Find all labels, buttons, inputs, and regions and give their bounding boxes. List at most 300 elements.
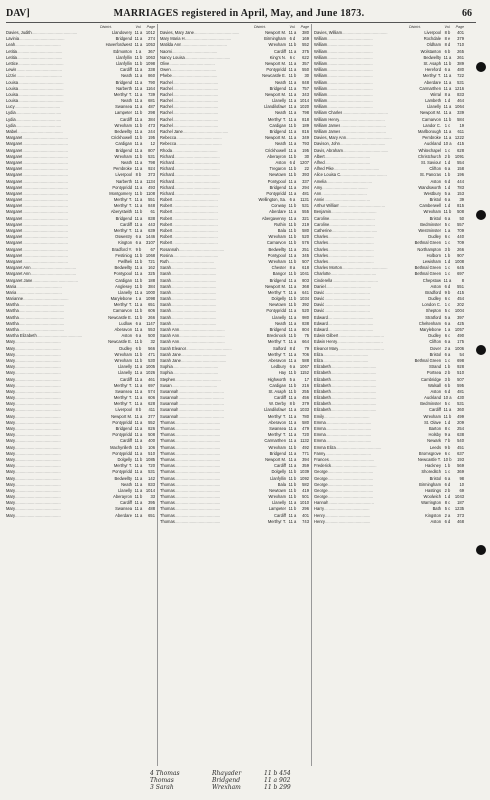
entry-district: Pontypridd (112, 432, 132, 438)
leader-dots: ........................................ (325, 426, 372, 431)
entry-volume: 11 b (134, 444, 143, 450)
entry-district: Westminster (418, 228, 441, 233)
entry-volume: 11 b (288, 166, 297, 172)
leader-dots: ........................................ (327, 487, 374, 493)
leader-dots: ........................................ (174, 481, 221, 487)
entry-page: 1063 (145, 54, 155, 60)
leader-dots: ........................................ (15, 487, 61, 493)
entry-district: Wrexham (114, 122, 132, 128)
entry-page: 401 (302, 512, 309, 518)
leader-dots: ........................................ (18, 327, 65, 332)
leader-dots: ........................................ (16, 54, 63, 60)
entry-name: Mary (6, 419, 16, 425)
entry-volume: 8 c (444, 500, 451, 506)
entry-district: Bedwellty (423, 54, 441, 60)
entry-volume: 11 a (134, 388, 143, 394)
leader-dots: ........................................ (22, 252, 68, 258)
entry-district: Pwllheli (118, 258, 132, 264)
entry-page: 1131 (300, 197, 309, 203)
entry-name: Margaret (6, 209, 23, 215)
entry-district: Newport M. (265, 135, 286, 141)
entry-name: William (314, 85, 328, 91)
entry-volume: 1 d (444, 258, 451, 264)
entry-page: 510 (148, 450, 155, 456)
leader-dots: ........................................ (342, 265, 388, 271)
leader-dots: ........................................ (174, 419, 221, 425)
leader-dots: ........................................ (18, 98, 64, 104)
entry-page: 628 (148, 401, 155, 407)
entry-district: Newcastle T. (417, 456, 441, 462)
entry-page: 611 (457, 129, 464, 134)
entry-name: Charles Morton (314, 265, 342, 271)
entry-page: 209 (457, 419, 464, 425)
entry-page: 1057 (454, 327, 464, 332)
entry-name: Elizabeth (314, 376, 331, 382)
entry-name: Mary (6, 357, 16, 363)
entry-volume: 6 a (444, 339, 451, 345)
entry-district: Portsea (426, 370, 441, 376)
entry-page: 468 (457, 518, 464, 524)
entry-volume: 6 a (444, 351, 451, 357)
entry-volume: 11 a (443, 110, 452, 116)
entry-name: Thomas (160, 475, 175, 481)
entry-volume: 6 a (135, 333, 142, 339)
entry-district: Carnarvon (421, 116, 441, 122)
entry-volume: 11 b (288, 122, 297, 128)
entry-district: Haverfordwest (105, 42, 132, 48)
entry-volume: 11 a (288, 48, 297, 54)
leader-dots: ........................................ (22, 159, 68, 165)
entry-district: Dudley (428, 234, 441, 240)
entry-page: 980 (302, 314, 309, 320)
entry-page: 30 (304, 73, 309, 79)
entry-page: 490 (457, 333, 464, 339)
entry-page: 339 (457, 110, 464, 116)
entry-name: Davis, Abraham (314, 147, 343, 153)
entry-volume: 1 d (444, 494, 451, 500)
leader-dots: ........................................ (342, 147, 389, 153)
entry-name: Margaret Jane (6, 277, 33, 283)
entry-district: Carnarvon (112, 308, 132, 314)
entry-name: Thomas (160, 432, 175, 438)
entry-volume: 2 a (444, 345, 451, 351)
entry-district: Aberystwith (110, 209, 132, 215)
entry-name: Susan (160, 382, 172, 388)
leader-dots: ........................................ (18, 60, 64, 66)
entry-name: Rachel (160, 116, 173, 122)
entry-page: 1014 (145, 487, 155, 493)
entry-district: Holborn (426, 252, 441, 258)
entry-name: Susannah (160, 407, 179, 413)
entry-name: Rachel (160, 104, 173, 110)
leader-dots: ........................................ (15, 382, 61, 388)
entry-district: Llanelly (272, 500, 286, 506)
entry-name: Margaret (6, 215, 23, 221)
leader-dots: ........................................ (172, 85, 219, 91)
entry-volume: 8 b (444, 30, 451, 35)
entry-name: Maria (6, 289, 17, 295)
leader-dots: ........................................ (327, 48, 373, 54)
entry-district: Bethnal Green (414, 271, 441, 277)
entry-district: Cardiff (274, 463, 286, 469)
entry-page: 1034 (299, 296, 309, 302)
entry-name: Elizabeth (314, 364, 331, 370)
leader-dots: ........................................ (15, 481, 61, 487)
leader-dots: ........................................ (18, 79, 64, 85)
entry-volume: 11 a (288, 277, 297, 283)
entry-page: 30 (304, 153, 309, 159)
entry-name: Owen (160, 67, 171, 73)
entry-name: Martha (6, 327, 19, 332)
entry-volume: 6 d (289, 159, 296, 165)
leader-dots: ........................................ (168, 258, 215, 264)
entry-volume: 11 a (288, 110, 297, 116)
entry-page: 75 (304, 333, 309, 339)
entry-name: Sarah (160, 289, 171, 295)
entry-name: William (314, 91, 328, 97)
entry-volume: 11 a (288, 85, 297, 91)
entry-name: Emily (314, 413, 325, 419)
leader-dots: ........................................ (174, 487, 221, 493)
entry-name: Thomas (160, 494, 175, 500)
table-row (160, 519, 309, 525)
entry-page: 1147 (146, 320, 155, 326)
leader-dots: ........................................ (337, 339, 383, 345)
entry-district: Merthyr T. (113, 302, 132, 308)
header-rule (6, 22, 476, 23)
leader-dots: ........................................ (30, 271, 77, 277)
entry-page: 1207 (299, 159, 309, 165)
leader-dots: ........................................ (174, 463, 221, 469)
entry-name: Margaret (6, 221, 23, 227)
entry-name: Nancy Louisa (160, 54, 185, 60)
entry-name: William (314, 54, 328, 60)
entry-district: Hackney (425, 463, 441, 469)
entry-name: Lettice (6, 60, 19, 66)
entry-name: Mary (6, 388, 16, 394)
leader-dots: ........................................ (185, 36, 232, 42)
entry-page: 569 (457, 463, 464, 469)
entry-district: Bridgend (269, 184, 286, 190)
entry-district: Pembroke (113, 166, 132, 172)
entry-name: Mary (6, 376, 16, 382)
entry-district: Lampeter (114, 110, 132, 116)
entry-page: 552 (148, 419, 155, 425)
entry-district: Chepstow (422, 277, 441, 283)
entry-volume: 11 a (134, 197, 143, 203)
leader-dots: ........................................ (324, 197, 370, 203)
entry-volume: 6 d (289, 36, 296, 42)
entry-volume: 11 b (134, 190, 143, 196)
leader-dots: ........................................ (174, 518, 221, 524)
entry-name: Robert (160, 215, 173, 221)
entry-name: George (314, 494, 328, 500)
entry-volume: 11 a (288, 432, 297, 438)
entry-volume: 5 a (444, 190, 451, 196)
entry-district: Aberdare (424, 79, 441, 85)
entry-page: 848 (148, 203, 155, 209)
entry-page: 8 (461, 277, 464, 283)
leader-dots: ........................................ (328, 252, 374, 258)
entry-page: 783 (457, 184, 464, 190)
entry-volume: 5 c (444, 506, 451, 512)
entry-district: Rochdale (423, 36, 441, 42)
entry-district: Bridgend (115, 79, 132, 85)
entry-district: Cardiff (120, 438, 132, 444)
entry-volume: 1 c (444, 265, 451, 271)
entry-district: Neath (121, 159, 132, 165)
entry-name: Phebe (160, 73, 172, 79)
entry-district: Bristol (429, 475, 441, 481)
leader-dots: ........................................ (15, 426, 61, 431)
entry-district: Bristol (429, 351, 441, 357)
leader-dots: ........................................ (327, 54, 373, 60)
entry-name: Sarah Jane (160, 351, 181, 357)
entry-district: Pontypridd (266, 67, 286, 73)
entry-name: Thomas (160, 456, 175, 462)
entry-district: Bridgend (115, 215, 132, 221)
leader-dots: ........................................ (22, 240, 68, 246)
entry-page: 798 (148, 159, 155, 165)
entry-district: Barton (428, 426, 441, 431)
entry-name: Davison, John (314, 141, 340, 147)
entry-page: 175 (457, 339, 464, 345)
entry-volume: 1 d (444, 159, 451, 165)
entry-volume: 11 a (288, 426, 297, 431)
entry-volume: 11 a (288, 141, 297, 147)
leader-dots: ........................................ (178, 401, 224, 407)
entry-volume: 11 a (134, 184, 143, 190)
entry-page: 721 (148, 258, 155, 264)
entry-page: 553 (148, 327, 155, 332)
entry-name: Sarah (160, 271, 171, 277)
entry-page: 500 (148, 333, 155, 339)
entry-volume: 6 d (444, 518, 451, 524)
entry-volume: 11 b (288, 388, 297, 394)
leader-dots: ........................................ (169, 60, 215, 66)
entry-name: Thomas (160, 438, 175, 444)
entry-page: 798 (302, 110, 309, 116)
entry-volume: 8 d (289, 345, 296, 351)
entry-page: 142 (148, 475, 155, 481)
leader-dots: ........................................ (170, 283, 217, 289)
entry-page: 807 (148, 147, 155, 153)
leader-dots: ........................................ (15, 512, 61, 518)
leader-dots: ........................................ (22, 221, 68, 227)
entry-name: Susannah (160, 401, 179, 407)
entry-district: Llanfyllin (116, 60, 132, 66)
entry-district: Pembroke (422, 135, 441, 141)
entry-page: 639 (148, 228, 155, 233)
entry-volume: 9 b (444, 444, 451, 450)
entry-district: Aston (275, 159, 286, 165)
leader-dots: ........................................ (172, 240, 218, 246)
entry-name: Fanny (314, 450, 326, 456)
entry-volume: 11 a (443, 135, 452, 141)
surname-range: DAV] (6, 8, 30, 19)
entry-volume: 11 b (288, 73, 297, 79)
entry-district: Cardiff (429, 407, 441, 413)
entry-volume: 11 a (134, 481, 143, 487)
leader-dots: ........................................ (327, 481, 374, 487)
entry-name: Margaret (6, 258, 23, 264)
entry-page: 771 (302, 450, 309, 456)
entry-name: Margaret (6, 172, 23, 178)
entry-volume: 1 d (444, 419, 451, 425)
leader-dots: ........................................ (174, 438, 221, 444)
leader-dots: ........................................ (327, 494, 374, 500)
entry-name: Louisa (6, 91, 19, 97)
note-reference: 11 b 299 (264, 784, 291, 791)
entry-volume: 11 b (288, 487, 297, 493)
entry-page: 530 (148, 357, 155, 363)
entry-page: 757 (302, 85, 309, 91)
entry-district: Aberavon (114, 327, 132, 332)
entry-volume: 3 b (444, 246, 451, 252)
entry-page: 1005 (145, 364, 155, 370)
entry-volume: 11 a (134, 382, 143, 388)
entry-name: Louisa (6, 85, 19, 91)
entry-name: William Charles (314, 110, 343, 116)
entry-page: 321 (302, 215, 309, 221)
entry-name: Robert (160, 228, 173, 233)
leader-dots: ........................................ (332, 277, 378, 283)
entry-name: David (314, 302, 325, 308)
entry-page: 833 (457, 91, 464, 97)
entry-volume: 6 a (444, 67, 451, 73)
entry-district: Aberavon (268, 419, 286, 425)
entry-name: Mary (6, 506, 16, 512)
entry-page: 359 (302, 463, 309, 469)
entry-page: 722 (457, 73, 464, 79)
entry-name: Emma (314, 432, 326, 438)
entry-page: 1004 (454, 308, 464, 314)
entry-district: Dudley (119, 345, 132, 351)
entry-page: 720 (302, 432, 309, 438)
leader-dots: ........................................ (327, 314, 374, 320)
entry-district: St. Pancras (419, 172, 441, 178)
entry-volume: 11 b (134, 357, 143, 363)
entry-name: Mary (6, 456, 16, 462)
entry-page: 550 (302, 67, 309, 73)
leader-dots: ........................................ (328, 246, 374, 252)
entry-name: William (314, 104, 328, 110)
entry-page: 481 (302, 190, 309, 196)
entry-volume: 11 b (443, 209, 452, 215)
leader-dots: ........................................ (328, 258, 374, 264)
entry-name: Mary (6, 450, 16, 456)
leader-dots: ........................................ (15, 345, 61, 351)
leader-dots: ........................................ (22, 215, 68, 221)
entry-district: Merthyr T. (267, 351, 286, 357)
entry-name: Martha (6, 314, 19, 320)
entry-name: William (314, 98, 328, 104)
entry-district: Shoreditch (421, 469, 441, 475)
entry-page: 804 (302, 327, 309, 332)
entry-district: Bala (277, 228, 286, 233)
entry-name: Margaret (6, 240, 23, 246)
entry-name: Albert (314, 153, 325, 159)
leader-dots: ........................................ (322, 351, 369, 357)
entry-volume: 6 a (289, 197, 296, 203)
entry-name: Sarah (160, 302, 171, 308)
entry-volume: 11 a (134, 85, 143, 91)
entry-volume: 6 a (289, 364, 296, 370)
entry-page: 481 (457, 388, 464, 394)
entry-volume: 11 a (288, 518, 297, 524)
entry-district: Auckland (424, 395, 441, 401)
leader-dots: ........................................ (171, 73, 218, 79)
entry-name: Robert (160, 234, 173, 240)
entry-district: Wrexham (268, 494, 286, 500)
entry-volume: 11 b (288, 228, 297, 233)
entry-district: Neath (121, 73, 132, 79)
entry-name: Margaret (6, 246, 23, 252)
entry-name: William James (314, 129, 341, 134)
entry-page: 826 (148, 426, 155, 431)
leader-dots: ........................................ (330, 382, 377, 388)
entry-name: Sarah (160, 314, 171, 320)
note-district: Wrexham (212, 784, 241, 791)
entry-page: 493 (148, 184, 155, 190)
entry-page: 780 (302, 413, 309, 419)
entry-name: Mabel (6, 129, 18, 134)
entry-page: 189 (302, 122, 309, 128)
entry-district: Merthyr T. (113, 228, 132, 233)
entry-volume: 1 b (444, 463, 451, 469)
entry-volume: 11 a (134, 73, 143, 79)
entry-district: Newport M. (265, 283, 286, 289)
page-number: 66 (462, 8, 472, 19)
leader-dots: ........................................ (329, 221, 375, 227)
entry-page: 531 (457, 401, 464, 407)
entry-name: William (314, 60, 328, 66)
entry-district: King's N. (269, 54, 286, 60)
entry-name: Catherine (314, 228, 332, 233)
entry-volume: 11 b (288, 333, 297, 339)
entry-page: 187 (457, 500, 464, 506)
entry-page: 444 (457, 178, 464, 184)
entry-district: Westbury (423, 190, 441, 196)
entry-volume: 8 b (135, 172, 142, 178)
leader-dots: ........................................ (174, 184, 220, 190)
entry-page: 430 (457, 395, 464, 401)
entry-volume: 5 c (444, 221, 451, 227)
leader-dots: ........................................ (172, 228, 218, 233)
entry-page: 1091 (454, 153, 464, 159)
entry-name: Davies, Mary Ann (314, 135, 347, 141)
leader-dots: ........................................ (15, 438, 61, 444)
entry-volume: 11 b (134, 110, 143, 116)
entry-page: 1026 (145, 370, 155, 376)
entry-volume: 11 a (288, 135, 297, 141)
entry-volume: 11 a (288, 289, 297, 295)
entry-page: 17 (304, 376, 309, 382)
entry-page: 622 (302, 54, 309, 60)
entry-district: Llanelly (272, 98, 286, 104)
entry-name: Mary (6, 395, 16, 401)
entry-name: Amelia (314, 178, 327, 184)
entry-volume: 6 a (135, 320, 142, 326)
entry-volume: 11 a (134, 432, 143, 438)
entry-page: 196 (457, 172, 464, 178)
entry-district: Cardiff (120, 376, 132, 382)
entry-volume: 11 a (134, 438, 143, 444)
leader-dots: ........................................ (172, 79, 219, 85)
entry-district: Cardigan (269, 382, 286, 388)
entry-district: Holsby (428, 432, 441, 438)
entry-page: 298 (148, 110, 155, 116)
